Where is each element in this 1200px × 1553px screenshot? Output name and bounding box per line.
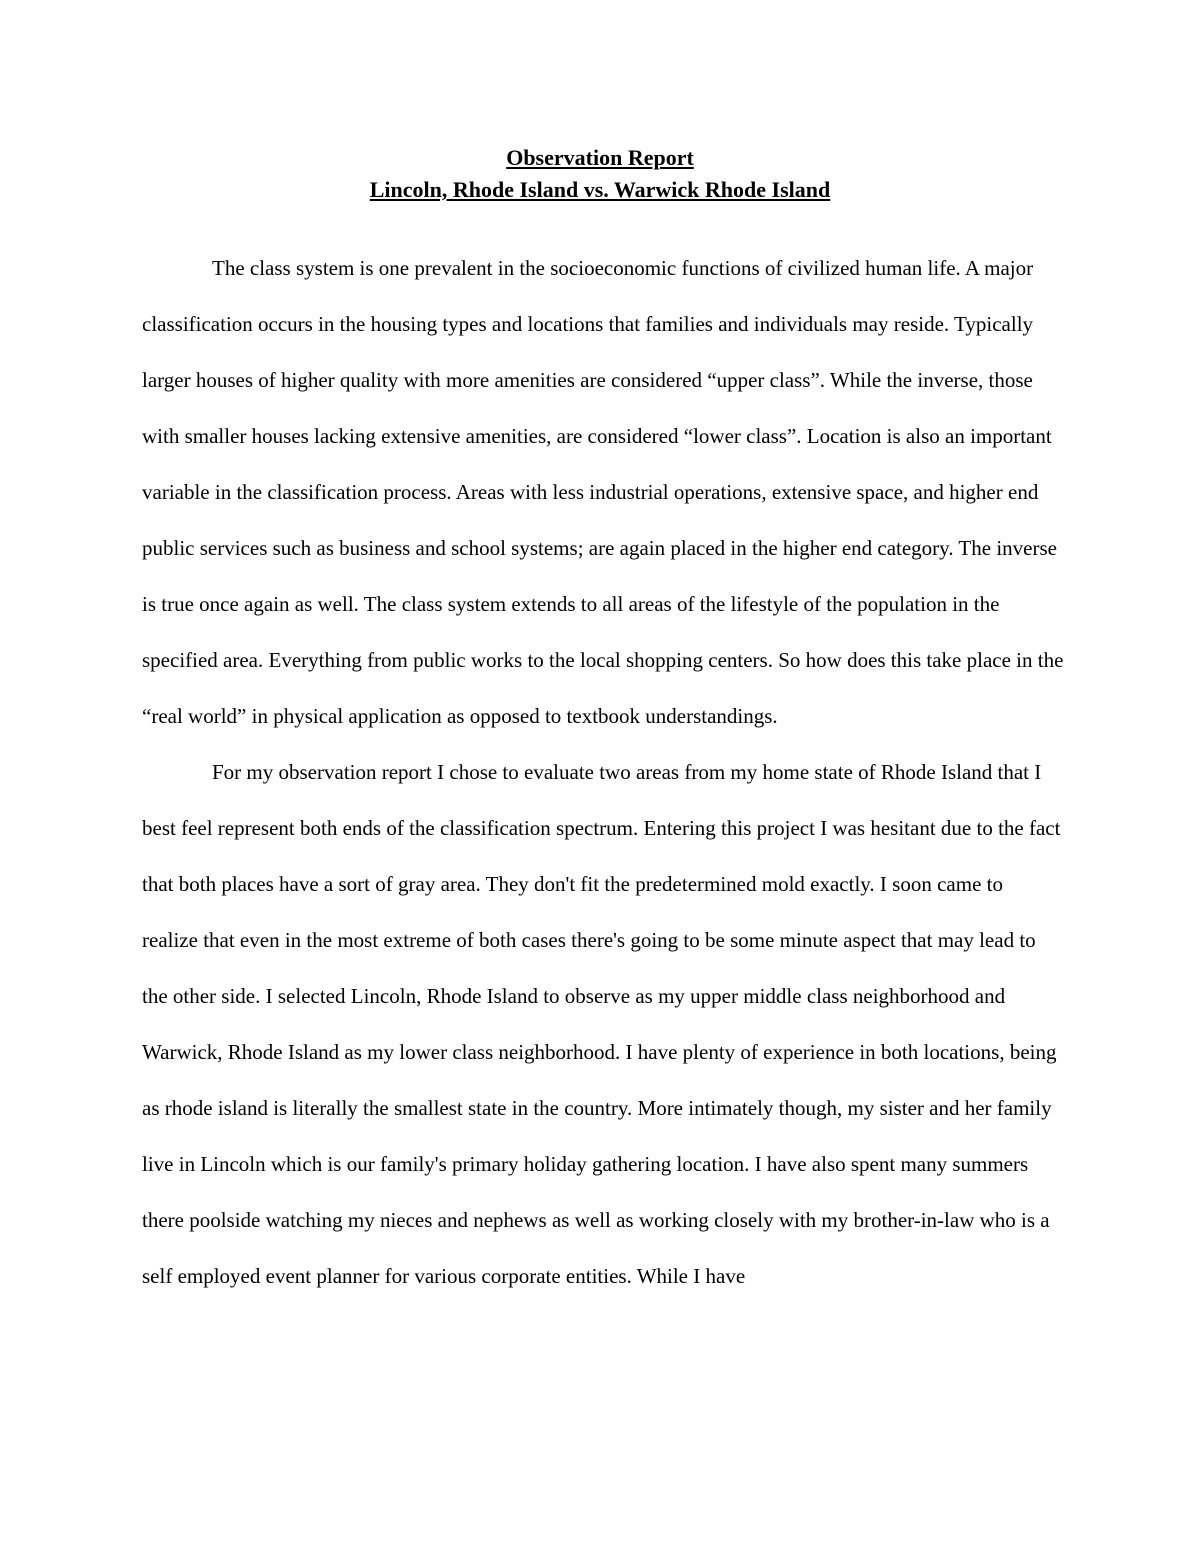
- report-subtitle: Lincoln, Rhode Island vs. Warwick Rhode Island: [369, 177, 831, 202]
- report-body: [142, 240, 1064, 1304]
- report-title: Observation Report: [506, 145, 694, 170]
- title-block: [0, 142, 1200, 206]
- paragraph-intro: The class system is one prevalent in the socioeconomic functions of civilized human life. A major classification occurs in the housing types and locations that families and individuals may reside. Typically larger houses of higher quality with more amenities are considered “upper class”. While the inverse, those with smaller houses lacking extensive amenities, are considered “lower class”. Location is also an important variable in the classification process. Areas with less industrial operations, extensive space, and higher end public services such as business and school systems; are again placed in the higher end category. The inverse is true once again as well. The class system extends to all areas of the lifestyle of the population in the specified area. Everything from public works to the local shopping centers. So how does this take place in the “real world” in physical application as opposed to textbook understandings.: [142, 256, 1064, 728]
- paragraph-observation: For my observation report I chose to evaluate two areas from my home state of Rhode Island that I best feel represent both ends of the classification spectrum. Entering this project I was hesitant due to the fact that both places have a sort of gray area. They don't fit the predetermined mold exactly. I soon came to realize that even in the most extreme of both cases there's going to be some minute aspect that may lead to the other side. I selected Lincoln, Rhode Island to observe as my upper middle class neighborhood and Warwick, Rhode Island as my lower class neighborhood. I have plenty of experience in both locations, being as rhode island is literally the smallest state in the country. More intimately though, my sister and her family live in Lincoln which is our family's primary holiday gathering location. I have also spent many summers there poolside watching my nieces and nephews as well as working closely with my brother-in-law who is a self employed event planner for various corporate entities. While I have: [142, 760, 1061, 1288]
